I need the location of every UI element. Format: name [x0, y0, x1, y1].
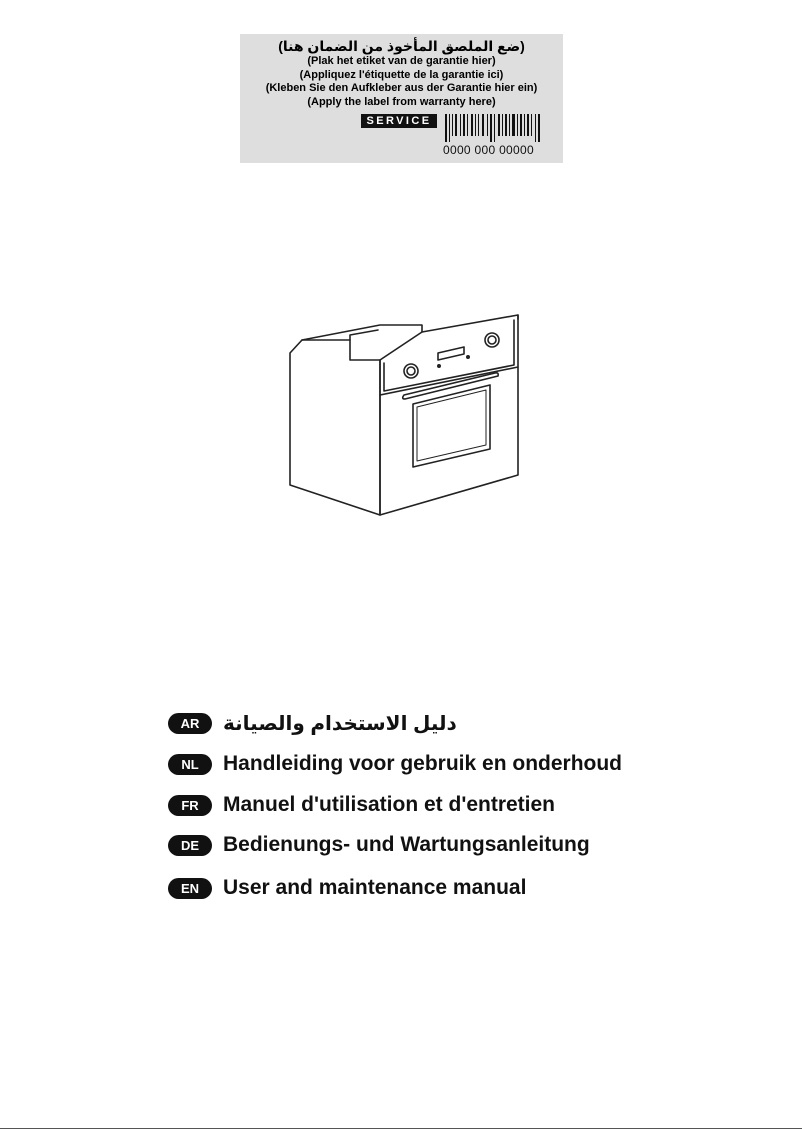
barcode-number: 0000 000 00000 [443, 143, 534, 157]
language-row-nl [168, 749, 622, 779]
language-row-de [168, 830, 590, 860]
manual-title-nl: Handleiding voor gebruik en onderhoud [223, 752, 623, 775]
page-bottom-rule [0, 1128, 802, 1129]
manual-title-ar: دليل الاستخدام والصيانة [223, 712, 457, 735]
language-badge-fr: FR [168, 795, 212, 816]
warranty-label-placeholder [240, 34, 563, 163]
manual-title-de: Bedienungs- und Wartungsanleitung [223, 833, 590, 856]
language-row-ar [168, 708, 457, 738]
warranty-instruction-de: (Kleben Sie den Aufkleber aus der Garantie hier ein) [265, 82, 538, 94]
manual-title-en: User and maintenance manual [223, 876, 527, 899]
warranty-instruction-ar: (ضع الملصق المأخوذ من الضمان هنا) [278, 38, 525, 54]
language-badge-nl: NL [168, 754, 212, 775]
language-badge-ar: AR [168, 713, 212, 734]
language-row-en [168, 873, 526, 903]
built-in-oven-icon [280, 295, 530, 520]
language-badge-en: EN [168, 878, 212, 899]
warranty-instruction-nl: (Plak het etiket van de garantie hier) [307, 55, 496, 67]
manual-title-fr: Manuel d'utilisation et d'entretien [223, 793, 556, 816]
warranty-instruction-en: (Apply the label from warranty here) [307, 95, 496, 108]
language-row-fr [168, 790, 555, 820]
warranty-instruction-fr: (Appliquez l'étiquette de la garantie ici) [299, 68, 504, 81]
language-badge-de: DE [168, 835, 212, 856]
service-badge: SERVICE [361, 114, 437, 128]
barcode-icon [445, 114, 541, 142]
